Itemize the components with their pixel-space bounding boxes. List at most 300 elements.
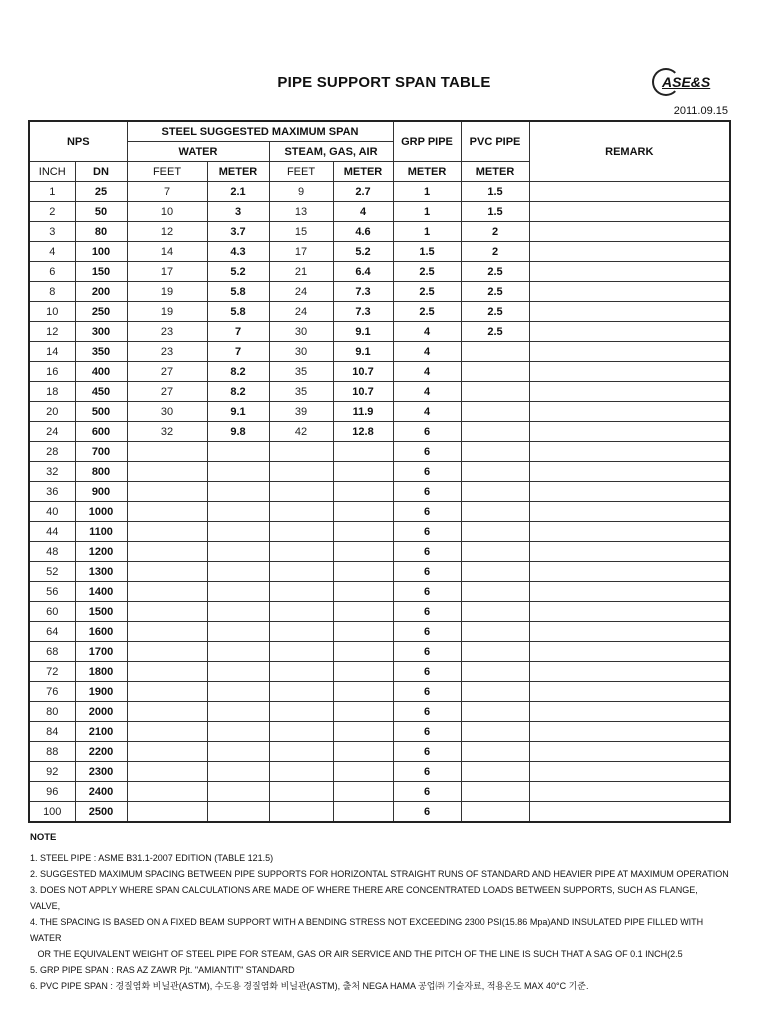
note-line: OR THE EQUIVALENT WEIGHT OF STEEL PIPE FOR STEAM, GAS OR AIR SERVICE AND THE PITCH OF THE LINE IS SUCH THAT A SAG OF 0.1 INCH(2.5 xyxy=(30,949,683,959)
table-cell xyxy=(127,782,207,802)
table-cell: 24 xyxy=(269,282,333,302)
table-row xyxy=(29,642,730,662)
table-row xyxy=(29,802,730,823)
table-cell xyxy=(529,482,730,502)
table-cell: 9.1 xyxy=(333,322,393,342)
table-cell: 19 xyxy=(127,282,207,302)
header-feet-water: FEET xyxy=(127,162,207,182)
table-cell xyxy=(333,662,393,682)
table-cell: 4 xyxy=(393,382,461,402)
table-row xyxy=(29,322,730,342)
table-cell: 18 xyxy=(29,382,75,402)
table-cell: 2.5 xyxy=(393,302,461,322)
table-cell xyxy=(529,642,730,662)
table-cell xyxy=(207,622,269,642)
table-cell: 10.7 xyxy=(333,382,393,402)
table-cell xyxy=(269,462,333,482)
note-line: 2. SUGGESTED MAXIMUM SPACING BETWEEN PIPE SUPPORTS FOR HORIZONTAL STRAIGHT RUNS OF STANDARD AND HEAVIER PIPE AT MAXIMUM OPERATION xyxy=(30,869,729,879)
table-cell: 2.5 xyxy=(461,302,529,322)
table-cell: 60 xyxy=(29,602,75,622)
table-cell: 50 xyxy=(75,202,127,222)
table-cell: 1.5 xyxy=(393,242,461,262)
table-cell: 350 xyxy=(75,342,127,362)
header-grp: GRP PIPE xyxy=(393,121,461,162)
table-cell xyxy=(333,802,393,823)
table-cell xyxy=(529,302,730,322)
table-cell: 28 xyxy=(29,442,75,462)
table-cell: 6 xyxy=(393,522,461,542)
table-cell: 2.5 xyxy=(461,322,529,342)
table-cell: 12 xyxy=(29,322,75,342)
table-cell: 23 xyxy=(127,342,207,362)
table-cell xyxy=(529,322,730,342)
table-cell: 88 xyxy=(29,742,75,762)
table-cell: 2000 xyxy=(75,702,127,722)
table-cell: 500 xyxy=(75,402,127,422)
table-cell xyxy=(127,722,207,742)
table-row xyxy=(29,702,730,722)
table-cell xyxy=(127,442,207,462)
table-cell: 10 xyxy=(29,302,75,322)
table-cell: 2.5 xyxy=(461,282,529,302)
table-cell: 6 xyxy=(393,642,461,662)
table-cell: 6 xyxy=(393,422,461,442)
table-cell xyxy=(461,362,529,382)
table-cell: 1400 xyxy=(75,582,127,602)
table-cell xyxy=(529,242,730,262)
table-cell xyxy=(127,482,207,502)
table-cell: 6 xyxy=(393,782,461,802)
table-cell xyxy=(333,622,393,642)
table-cell: 24 xyxy=(29,422,75,442)
table-cell xyxy=(127,562,207,582)
table-cell: 3 xyxy=(29,222,75,242)
table-cell: 68 xyxy=(29,642,75,662)
table-cell xyxy=(461,402,529,422)
table-cell xyxy=(333,502,393,522)
table-cell: 4 xyxy=(333,202,393,222)
table-cell: 1100 xyxy=(75,522,127,542)
table-cell: 5.8 xyxy=(207,282,269,302)
table-cell xyxy=(461,442,529,462)
table-cell xyxy=(269,702,333,722)
table-cell: 7 xyxy=(127,182,207,202)
table-cell: 84 xyxy=(29,722,75,742)
note-line: 6. PVC PIPE SPAN : 경질염화 비닐관(ASTM), 수도용 경질염화 비닐관(ASTM), 출처 NEGA HAMA 공업㈜ 기술자료, 적용온도 MAX 40°C 기준. xyxy=(30,981,589,991)
table-cell: 150 xyxy=(75,262,127,282)
table-cell xyxy=(529,202,730,222)
table-cell xyxy=(127,622,207,642)
table-cell: 6 xyxy=(393,702,461,722)
table-cell: 1300 xyxy=(75,562,127,582)
table-cell: 4 xyxy=(393,402,461,422)
table-cell: 2.7 xyxy=(333,182,393,202)
table-cell xyxy=(333,642,393,662)
table-row xyxy=(29,742,730,762)
table-cell: 2300 xyxy=(75,762,127,782)
table-cell: 2 xyxy=(29,202,75,222)
table-cell: 8.2 xyxy=(207,382,269,402)
table-cell: 6 xyxy=(393,602,461,622)
table-cell xyxy=(269,642,333,662)
table-cell xyxy=(207,502,269,522)
table-cell xyxy=(207,722,269,742)
table-cell: 3.7 xyxy=(207,222,269,242)
table-row xyxy=(29,662,730,682)
table-row xyxy=(29,442,730,462)
table-row xyxy=(29,782,730,802)
table-cell xyxy=(529,622,730,642)
table-cell: 9.1 xyxy=(207,402,269,422)
table-cell: 27 xyxy=(127,382,207,402)
table-cell: 32 xyxy=(127,422,207,442)
table-cell xyxy=(529,342,730,362)
table-cell xyxy=(333,742,393,762)
table-cell: 6.4 xyxy=(333,262,393,282)
table-cell xyxy=(529,722,730,742)
table-row xyxy=(29,462,730,482)
table-row xyxy=(29,422,730,442)
table-cell: 6 xyxy=(29,262,75,282)
table-cell xyxy=(333,522,393,542)
table-cell: 10 xyxy=(127,202,207,222)
table-cell: 14 xyxy=(29,342,75,362)
table-cell: 1.5 xyxy=(461,202,529,222)
table-cell: 4 xyxy=(393,342,461,362)
table-cell: 5.8 xyxy=(207,302,269,322)
table-cell: 2.5 xyxy=(393,282,461,302)
table-cell xyxy=(461,562,529,582)
table-cell xyxy=(269,662,333,682)
table-cell xyxy=(127,502,207,522)
table-cell xyxy=(461,422,529,442)
table-cell: 900 xyxy=(75,482,127,502)
table-row xyxy=(29,522,730,542)
table-cell xyxy=(529,682,730,702)
table-cell: 30 xyxy=(269,342,333,362)
table-cell: 12.8 xyxy=(333,422,393,442)
table-cell xyxy=(127,762,207,782)
table-cell xyxy=(461,622,529,642)
table-cell: 1.5 xyxy=(461,182,529,202)
table-cell: 1 xyxy=(29,182,75,202)
table-cell xyxy=(529,222,730,242)
table-cell: 6 xyxy=(393,722,461,742)
table-cell: 92 xyxy=(29,762,75,782)
table-cell: 4.3 xyxy=(207,242,269,262)
table-cell: 16 xyxy=(29,362,75,382)
table-cell xyxy=(207,522,269,542)
table-cell: 1600 xyxy=(75,622,127,642)
table-cell xyxy=(127,602,207,622)
table-row xyxy=(29,242,730,262)
table-cell: 14 xyxy=(127,242,207,262)
table-cell xyxy=(207,782,269,802)
table-cell: 1800 xyxy=(75,662,127,682)
table-cell: 13 xyxy=(269,202,333,222)
table-cell xyxy=(461,342,529,362)
table-cell: 17 xyxy=(127,262,207,282)
table-row xyxy=(29,602,730,622)
table-cell: 24 xyxy=(269,302,333,322)
table-cell xyxy=(127,662,207,682)
table-row xyxy=(29,582,730,602)
table-cell: 76 xyxy=(29,682,75,702)
table-cell: 44 xyxy=(29,522,75,542)
table-cell: 6 xyxy=(393,502,461,522)
table-row xyxy=(29,682,730,702)
table-cell: 9 xyxy=(269,182,333,202)
table-cell xyxy=(333,582,393,602)
table-cell: 2400 xyxy=(75,782,127,802)
table-cell xyxy=(461,702,529,722)
table-cell xyxy=(127,802,207,823)
table-cell xyxy=(269,582,333,602)
table-cell: 2200 xyxy=(75,742,127,762)
table-cell xyxy=(461,542,529,562)
header-pvc: PVC PIPE xyxy=(461,121,529,162)
table-cell xyxy=(207,442,269,462)
table-cell xyxy=(529,582,730,602)
table-cell xyxy=(269,522,333,542)
table-row xyxy=(29,222,730,242)
table-cell: 1500 xyxy=(75,602,127,622)
table-cell xyxy=(207,742,269,762)
table-cell: 6 xyxy=(393,482,461,502)
table-cell xyxy=(269,482,333,502)
table-cell xyxy=(529,802,730,823)
table-cell xyxy=(529,742,730,762)
table-cell xyxy=(207,562,269,582)
table-cell xyxy=(127,702,207,722)
table-cell: 23 xyxy=(127,322,207,342)
table-cell xyxy=(529,782,730,802)
table-cell xyxy=(207,702,269,722)
table-row xyxy=(29,502,730,522)
table-row xyxy=(29,562,730,582)
table-cell: 4.6 xyxy=(333,222,393,242)
table-cell: 2.5 xyxy=(461,262,529,282)
header-meter-water: METER xyxy=(207,162,269,182)
table-cell xyxy=(269,802,333,823)
table-cell: 1200 xyxy=(75,542,127,562)
table-cell xyxy=(461,642,529,662)
note-line: 3. DOES NOT APPLY WHERE SPAN CALCULATIONS ARE MADE OF WHERE THERE ARE CONCENTRATED LOADS BETWEEN SUPPORTS, SUCH AS FLANGE, VALVE, xyxy=(30,885,698,911)
table-cell xyxy=(333,562,393,582)
table-cell: 4 xyxy=(29,242,75,262)
span-table xyxy=(28,120,731,823)
table-cell xyxy=(529,662,730,682)
table-row xyxy=(29,342,730,362)
table-cell xyxy=(127,522,207,542)
table-cell: 1 xyxy=(393,182,461,202)
table-cell: 100 xyxy=(75,242,127,262)
table-cell xyxy=(333,682,393,702)
table-cell xyxy=(269,742,333,762)
table-cell: 6 xyxy=(393,802,461,823)
note-line: 5. GRP PIPE SPAN : RAS AZ ZAWR Pjt. "AMIANTIT" STANDARD xyxy=(30,965,295,975)
table-cell: 600 xyxy=(75,422,127,442)
table-cell: 35 xyxy=(269,362,333,382)
table-cell xyxy=(269,542,333,562)
table-cell xyxy=(461,522,529,542)
table-cell xyxy=(461,482,529,502)
table-cell xyxy=(333,722,393,742)
table-cell: 2 xyxy=(461,222,529,242)
table-cell: 52 xyxy=(29,562,75,582)
table-cell xyxy=(207,642,269,662)
table-cell: 6 xyxy=(393,742,461,762)
table-cell: 42 xyxy=(269,422,333,442)
table-row xyxy=(29,362,730,382)
table-cell xyxy=(127,542,207,562)
table-cell: 5.2 xyxy=(333,242,393,262)
document-date: 2011.09.15 xyxy=(673,105,728,117)
table-cell xyxy=(461,742,529,762)
table-row xyxy=(29,762,730,782)
table-cell xyxy=(127,642,207,662)
table-cell xyxy=(529,282,730,302)
table-cell: 36 xyxy=(29,482,75,502)
table-cell xyxy=(333,542,393,562)
table-cell: 56 xyxy=(29,582,75,602)
table-cell: 21 xyxy=(269,262,333,282)
table-cell xyxy=(333,462,393,482)
table-cell: 1000 xyxy=(75,502,127,522)
table-row xyxy=(29,282,730,302)
table-cell: 7.3 xyxy=(333,302,393,322)
table-cell xyxy=(333,602,393,622)
table-cell xyxy=(461,782,529,802)
table-cell xyxy=(207,662,269,682)
table-cell: 39 xyxy=(269,402,333,422)
span-table-body xyxy=(29,182,730,823)
header-dn: DN xyxy=(75,162,127,182)
table-cell xyxy=(529,542,730,562)
table-cell: 4 xyxy=(393,362,461,382)
table-cell: 3 xyxy=(207,202,269,222)
table-cell: 30 xyxy=(269,322,333,342)
table-cell xyxy=(127,582,207,602)
table-cell xyxy=(461,602,529,622)
table-cell xyxy=(207,462,269,482)
table-cell: 35 xyxy=(269,382,333,402)
company-logo xyxy=(652,68,730,100)
header-steel: STEEL SUGGESTED MAXIMUM SPAN xyxy=(127,121,393,142)
table-cell xyxy=(207,802,269,823)
table-cell: 19 xyxy=(127,302,207,322)
table-cell: 11.9 xyxy=(333,402,393,422)
header-water: WATER xyxy=(127,142,269,162)
table-cell xyxy=(529,402,730,422)
header-grp-unit: METER xyxy=(393,162,461,182)
table-cell: 80 xyxy=(75,222,127,242)
table-cell xyxy=(127,462,207,482)
header-feet-steam: FEET xyxy=(269,162,333,182)
table-cell: 6 xyxy=(393,462,461,482)
table-cell: 6 xyxy=(393,442,461,462)
table-cell: 6 xyxy=(393,762,461,782)
table-cell: 1900 xyxy=(75,682,127,702)
table-cell xyxy=(461,762,529,782)
table-cell: 7 xyxy=(207,342,269,362)
table-cell: 450 xyxy=(75,382,127,402)
table-cell xyxy=(269,782,333,802)
header-nps: NPS xyxy=(29,121,127,162)
table-cell xyxy=(207,582,269,602)
table-cell xyxy=(529,502,730,522)
table-cell xyxy=(269,682,333,702)
table-row xyxy=(29,482,730,502)
table-cell xyxy=(207,602,269,622)
table-cell xyxy=(529,762,730,782)
table-cell xyxy=(269,502,333,522)
table-row xyxy=(29,202,730,222)
table-cell: 6 xyxy=(393,682,461,702)
table-cell: 32 xyxy=(29,462,75,482)
table-cell: 8.2 xyxy=(207,362,269,382)
table-cell xyxy=(269,602,333,622)
header-inch: INCH xyxy=(29,162,75,182)
table-cell: 15 xyxy=(269,222,333,242)
table-cell xyxy=(529,462,730,482)
table-cell: 6 xyxy=(393,582,461,602)
table-cell xyxy=(207,682,269,702)
table-cell: 2500 xyxy=(75,802,127,823)
table-cell: 1 xyxy=(393,222,461,242)
table-cell xyxy=(269,562,333,582)
table-row xyxy=(29,382,730,402)
table-cell: 27 xyxy=(127,362,207,382)
header-steam: STEAM, GAS, AIR xyxy=(269,142,393,162)
table-cell: 64 xyxy=(29,622,75,642)
note-line: 4. THE SPACING IS BASED ON A FIXED BEAM SUPPORT WITH A BENDING STRESS NOT EXCEEDING 2300 PSI(15.86 Mpa)AND INSULATED PIPE FILLED WITH WATER xyxy=(30,917,704,943)
table-cell: 96 xyxy=(29,782,75,802)
header-pvc-unit: METER xyxy=(461,162,529,182)
table-cell xyxy=(207,482,269,502)
table-cell: 80 xyxy=(29,702,75,722)
table-cell: 6 xyxy=(393,542,461,562)
table-cell: 12 xyxy=(127,222,207,242)
table-cell xyxy=(529,702,730,722)
table-cell xyxy=(127,682,207,702)
table-cell: 30 xyxy=(127,402,207,422)
table-cell xyxy=(461,382,529,402)
table-cell: 800 xyxy=(75,462,127,482)
table-cell xyxy=(461,502,529,522)
table-row xyxy=(29,722,730,742)
table-cell: 6 xyxy=(393,562,461,582)
table-cell xyxy=(269,442,333,462)
table-cell: 2100 xyxy=(75,722,127,742)
table-cell xyxy=(529,262,730,282)
table-cell xyxy=(461,462,529,482)
table-cell xyxy=(461,682,529,702)
table-cell xyxy=(529,382,730,402)
notes-section xyxy=(30,830,730,994)
table-cell xyxy=(529,362,730,382)
table-cell xyxy=(333,482,393,502)
table-cell: 8 xyxy=(29,282,75,302)
table-cell: 25 xyxy=(75,182,127,202)
table-cell xyxy=(333,702,393,722)
table-cell xyxy=(127,742,207,762)
table-cell: 4 xyxy=(393,322,461,342)
table-cell: 1700 xyxy=(75,642,127,662)
table-cell xyxy=(461,722,529,742)
table-cell: 9.1 xyxy=(333,342,393,362)
table-cell xyxy=(529,522,730,542)
